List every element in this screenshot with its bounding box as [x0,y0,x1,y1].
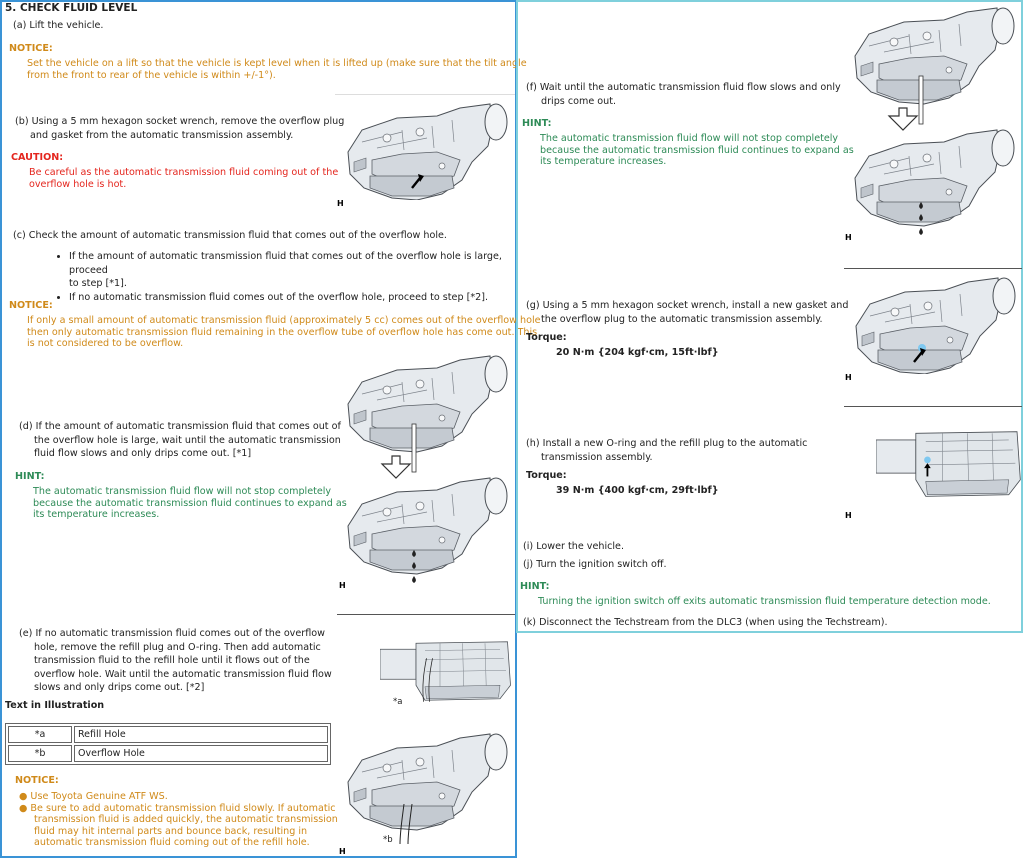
notice-text [19,791,338,849]
figure-marker: H [845,511,852,520]
caution-heading: CAUTION: [11,152,64,163]
bullet-text: If the amount of automatic transmission fluid that comes out of the overflow hole is large, proceed [69,251,502,276]
step-c: (c) Check the amount of automatic transmission fluid that comes out of the overflow hole. [13,230,447,241]
caution-text [29,167,338,190]
step-f-line: (f) Wait until the automatic transmission fluid flow slows and only [526,82,841,93]
divider [844,406,1022,407]
refill-plug-illustration [876,414,1022,514]
hint-line: its temperature increases. [540,156,667,167]
notice-line: Set the vehicle on a lift so that the vehicle is kept level when it is lifted up (make sure that the tilt angle [27,58,527,69]
figure-marker: H [339,847,346,856]
torque-value: 20 N·m {204 kgf·cm, 15ft·lbf} [556,347,719,358]
torque-value: 39 N·m {400 kgf·cm, 29ft·lbf} [556,485,719,496]
step-f [526,81,841,108]
notice-line: then only automatic transmission fluid remaining in the overflow tube of overflow hole has come out. This [27,326,538,338]
hint-text [540,133,854,168]
transmission-drip-illustration [848,6,1020,238]
step-h-line: (h) Install a new O-ring and the refill plug to the automatic [526,438,808,449]
notice-line: If only a small amount of automatic transmission fluid (approximately 5 cc) comes out of the overflow hole [27,315,541,326]
step-b [15,115,344,142]
step-a: (a) Lift the vehicle. [13,20,104,31]
notice-line: is not considered to be overflow. [27,338,184,349]
hint-line: because the automatic transmission fluid continues to expand as [540,144,854,156]
step-b-line: and gasket from the automatic transmission assembly. [30,129,294,141]
step-h [526,437,807,464]
transmission-illustration [850,276,1020,374]
bullet-text: If no automatic transmission fluid comes out of the overflow hole, proceed to step [*2]. [69,291,489,303]
notice-heading: NOTICE: [9,300,53,311]
notice-heading: NOTICE: [15,775,59,786]
notice-heading: NOTICE: [9,43,53,54]
hint-heading: HINT: [522,118,552,129]
bullet-item [69,291,518,305]
table-cell: *b [8,745,72,762]
step-f-line: drips come out. [541,95,617,107]
figure-marker: H [845,233,852,242]
divider [844,268,1022,269]
notice-text [27,315,541,350]
notice-line: Be sure to add automatic transmission fluid slowly. If automatic [30,802,336,814]
step-i: (i) Lower the vehicle. [523,541,625,552]
right-column [516,0,1023,633]
table-row [8,726,328,743]
table-row [8,745,328,762]
step-h-line: transmission assembly. [541,451,653,463]
transmission-illustration [342,102,512,200]
table-cell: Overflow Hole [74,745,328,762]
hint-line: The automatic transmission fluid flow will not stop completely [33,486,332,497]
illustration-legend-table [5,723,331,765]
step-d-line: fluid flow slows and only drips come out. [*1] [34,448,252,459]
transmission-drip-illustration [342,354,512,586]
step-g-line: the overflow plug to the automatic transmission assembly. [541,313,823,325]
table-cell: *a [8,726,72,743]
figure-marker: H [337,199,344,208]
bullet-text: to step [*1]. [69,278,127,289]
notice-text [27,58,527,81]
step-e-line: slows and only drips come out. [*2] [34,682,205,693]
table-cell: Refill Hole [74,726,328,743]
step-b-line: (b) Using a 5 mm hexagon socket wrench, remove the overflow plug [15,116,345,127]
figure-marker: H [339,581,346,590]
torque-label: Torque: [526,332,567,343]
caution-line: Be careful as the automatic transmission fluid coming out of the [29,167,339,178]
step-d-line: the overflow hole is large, wait until the automatic transmission [34,434,341,446]
notice-bullet: ● Be sure to add automatic transmission fluid slowly. If automatic [19,802,336,814]
overflow-hole-illustration [342,732,512,844]
hint-line: because the automatic transmission fluid continues to expand as [33,497,347,509]
text-in-illustration-heading: Text in Illustration [5,700,105,711]
step-j: (j) Turn the ignition switch off. [523,559,667,570]
hint-line: The automatic transmission fluid flow will not stop completely [540,133,839,144]
step-e-line: hole, remove the refill plug and O-ring. Then add automatic [34,641,321,653]
step-k: (k) Disconnect the Techstream from the DLC3 (when using the Techstream). [523,617,888,628]
hint-text [33,486,347,521]
hint-heading: HINT: [520,581,550,592]
label-b: *b [383,835,393,845]
step-e-line: transmission fluid to the refill hole until it flows out of the [34,655,310,666]
bullet-item [69,250,518,291]
step-e [19,627,332,695]
step-g-line: (g) Using a 5 mm hexagon socket wrench, install a new gasket and [526,300,849,311]
notice-line: fluid may hit internal parts and bounce back, resulting in [34,825,308,837]
step-c-bullets [53,250,518,304]
page-title: 5. CHECK FLUID LEVEL [5,2,138,14]
hint-text: Turning the ignition switch off exits automatic transmission fluid temperature detection mode. [538,596,991,607]
divider [335,94,515,95]
step-d [19,420,341,461]
hint-heading: HINT: [15,471,45,482]
label-a: *a [393,697,403,707]
caution-line: overflow hole is hot. [29,178,127,190]
step-g [526,299,848,326]
figure-marker: H [845,373,852,382]
notice-line: Use Toyota Genuine ATF WS. [30,791,168,802]
notice-bullet: ● Use Toyota Genuine ATF WS. [19,791,168,802]
divider [337,614,515,615]
torque-label: Torque: [526,470,567,481]
step-e-line: (e) If no automatic transmission fluid comes out of the overflow [19,628,325,639]
step-d-line: (d) If the amount of automatic transmission fluid that comes out of [19,421,341,432]
notice-line: from the front to rear of the vehicle is within +/-1°). [27,69,276,81]
step-e-line: overflow hole. Wait until the automatic transmission fluid flow [34,668,332,680]
notice-line: automatic transmission fluid coming out of the refill hole. [34,837,310,848]
notice-line: transmission fluid is added quickly, the automatic transmission [34,814,338,825]
hint-line: its temperature increases. [33,509,160,520]
